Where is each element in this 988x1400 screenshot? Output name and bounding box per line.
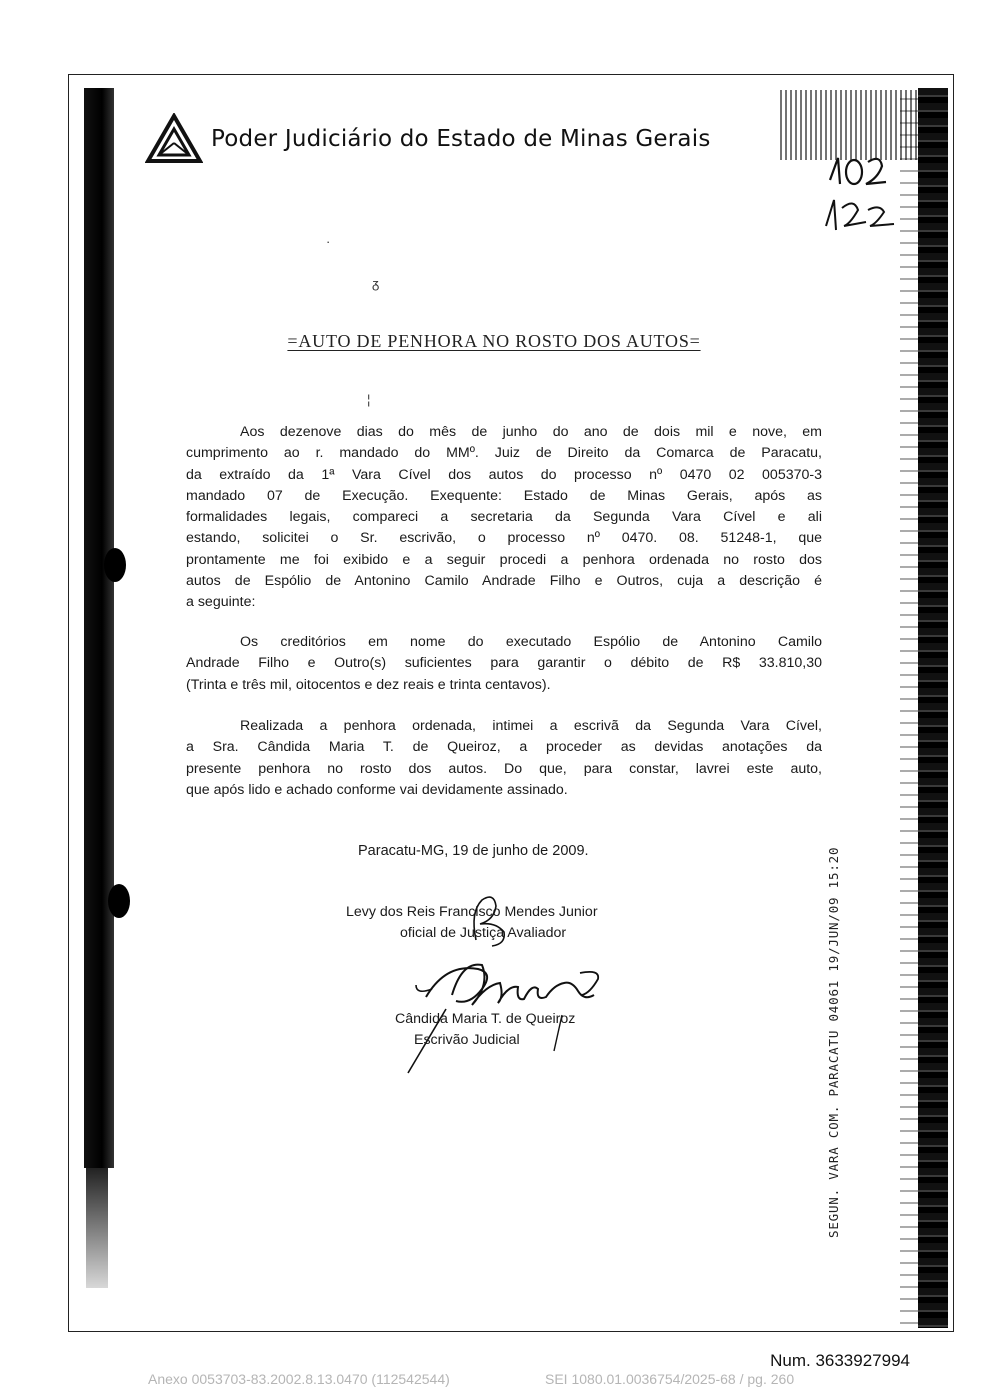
paragraph-line: a seguinte: bbox=[186, 594, 256, 611]
paragraph-line: presente penhora no rosto dos autos. Do que, para constar, lavrei este auto, bbox=[186, 760, 822, 777]
scan-speck: · bbox=[326, 234, 331, 249]
signer2-role: Escrivão Judicial bbox=[414, 1032, 520, 1048]
document-header bbox=[145, 113, 711, 165]
scan-shadow-right bbox=[918, 88, 948, 1328]
paragraph-line: Os creditórios em nome do executado Espólio de Antonino Camilo bbox=[240, 634, 822, 650]
scan-shadow-left bbox=[84, 88, 114, 1168]
protocol-stamp: SEGUN. VARA COM. PARACATU 04061 19/JUN/09 15:20 bbox=[826, 846, 841, 1238]
handwritten-initials bbox=[466, 892, 512, 950]
paragraph-line: autos de Espólio de Antonino Camilo Andrade Filho e Outros, cuja a descrição é bbox=[186, 573, 822, 590]
scan-speck: ᵹ bbox=[372, 276, 380, 291]
paragraph-line: formalidades legais, compareci a secretaria da Segunda Vara Cível e ali bbox=[186, 509, 822, 526]
paragraph-line: Realizada a penhora ordenada, intimei a escrivã da Segunda Vara Cível, bbox=[240, 718, 822, 734]
paragraph-2 bbox=[186, 632, 822, 696]
paragraph-line: prontamente me foi exibido e a seguir procedi a penhora ordenada no rosto dos bbox=[186, 551, 822, 568]
document-number: Num. 3633927994 bbox=[770, 1351, 910, 1370]
scan-noise-right bbox=[900, 88, 918, 1328]
punch-hole-upper bbox=[104, 548, 126, 582]
paragraph-1 bbox=[186, 422, 822, 614]
footer-sei-reference: SEI 1080.01.0036754/2025-68 / pg. 260 bbox=[545, 1371, 795, 1387]
paragraph-line: Aos dezenove dias do mês de junho do ano de dois mil e nove, em bbox=[240, 424, 822, 440]
signer2-name: Cândida Maria T. de Queiroz bbox=[395, 1011, 576, 1027]
document-title-text: =AUTO DE PENHORA NO ROSTO DOS AUTOS= bbox=[287, 331, 701, 351]
signer1-role: oficial de Justiça Avaliador bbox=[400, 925, 567, 941]
paragraph-line: estando, solicitei o Sr. escrivão, o processo nº 0470. 08. 51248-1, que bbox=[186, 530, 822, 547]
paragraph-line: da extraído da 1ª Vara Cível dos autos do processo nº 0470 02 005370-3 bbox=[186, 466, 822, 483]
signer1-name: Levy dos Reis Francisco Mendes Junior bbox=[346, 904, 598, 920]
footer-annex: Anexo 0053703-83.2002.8.13.0470 (112542544) bbox=[148, 1371, 450, 1387]
institution-name: Poder Judiciário do Estado de Minas Gerais bbox=[211, 126, 711, 152]
paragraph-line: a Sra. Cândida Maria T. de Queiroz, a proceder as devidas anotações da bbox=[186, 739, 822, 756]
punch-hole-lower bbox=[108, 884, 130, 918]
paragraph-line: Andrade Filho e Outro(s) suficientes para garantir o débito de R$ 33.810,30 bbox=[186, 655, 822, 672]
paragraph-line: (Trinta e três mil, oitocentos e dez reais e trinta centavos). bbox=[186, 676, 551, 693]
handwritten-folio-number bbox=[820, 150, 900, 240]
scan-shadow-left-fade bbox=[86, 1168, 108, 1288]
paragraph-line: mandado 07 de Execução. Exequente: Estado de Minas Gerais, após as bbox=[186, 487, 822, 504]
scan-frame bbox=[68, 74, 954, 1332]
document-title bbox=[0, 331, 988, 352]
paragraph-line: que após lido e achado conforme vai devidamente assinado. bbox=[186, 781, 568, 798]
place-date: Paracatu-MG, 19 de junho de 2009. bbox=[358, 843, 589, 859]
paragraph-line: cumprimento ao r. mandado do MMº. Juiz de Direito da Comarca de Paracatu, bbox=[186, 445, 822, 462]
scan-speck: ¦ bbox=[367, 392, 371, 407]
paragraph-3 bbox=[186, 716, 822, 801]
triangle-emblem-icon bbox=[145, 113, 203, 165]
